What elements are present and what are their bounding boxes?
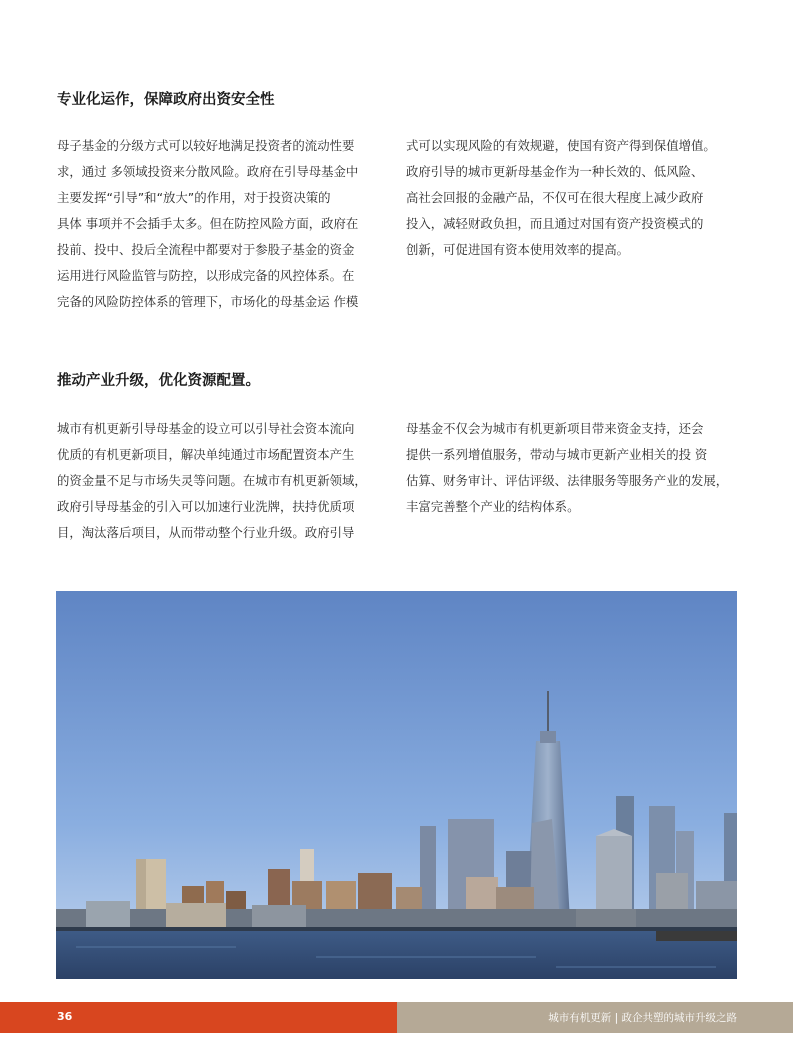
paragraph-line: 投入，减轻财政负担，而且通过对国有资产投资模式的 [406,216,704,231]
paragraph-line: 高社会回报的金融产品，不仅可在很大程度上减少政府 [406,190,704,205]
section1-left-column [57,133,389,315]
section1-right-column [406,133,738,263]
paragraph-line: 母基金不仅会为城市有机更新项目带来资金支持，还会 [406,421,704,436]
paragraph-line: 式可以实现风险的有效规避，使国有资产得到保值增值。 [406,138,716,153]
paragraph-line: 具体 事项并不会插手太多。但在防控风险方面，政府在 [57,216,359,231]
paragraph-line: 完备的风险防控体系的管理下，市场化的母基金运 作模 [57,294,359,309]
city-skyline-photo [56,591,737,979]
paragraph-line: 目，淘汰落后项目，从而带动整个行业升级。政府引导 [57,525,355,540]
paragraph-line: 政府引导的城市更新母基金作为一种长效的、低风险、 [406,164,704,179]
paragraph-line: 主要发挥“引导”和“放大”的作用，对于投资决策的 [57,190,331,205]
paragraph-line: 母子基金的分级方式可以较好地满足投资者的流动性要 [57,138,355,153]
paragraph-line: 求，通过 多领域投资来分散风险。政府在引导母基金中 [57,164,359,179]
paragraph-line: 运用进行风险监管与防控，以形成完备的风控体系。在 [57,268,355,283]
section2-right-column [406,416,738,520]
page-number: 36 [57,1010,73,1023]
paragraph-line: 优质的有机更新项目，解决单纯通过市场配置资本产生 [57,447,355,462]
paragraph-line: 的资金量不足与市场失灵等问题。在城市有机更新领域， [57,473,367,488]
paragraph-line: 投前、投中、投后全流程中都要对于参股子基金的资金 [57,242,355,257]
section2-left-column [57,416,389,546]
section-heading-1: 专业化运作，保障政府出资安全性 [57,92,275,108]
section-heading-2: 推动产业升级，优化资源配置。 [57,373,260,389]
footer-title: 城市有机更新 | 政企共塑的城市升级之路 [548,1012,737,1024]
paragraph-line: 提供一系列增值服务，带动与城市更新产业相关的投 资 [406,447,708,462]
paragraph-line: 丰富完善整个产业的结构体系。 [406,499,580,514]
paragraph-line: 城市有机更新引导母基金的设立可以引导社会资本流向 [57,421,355,436]
paragraph-line: 创新，可促进国有资本使用效率的提高。 [406,242,630,257]
paragraph-line: 估算、财务审计、评估评级、法律服务等服务产业的发展， [406,473,729,488]
paragraph-line: 政府引导母基金的引入可以加速行业洗牌，扶持优质项 [57,499,355,514]
